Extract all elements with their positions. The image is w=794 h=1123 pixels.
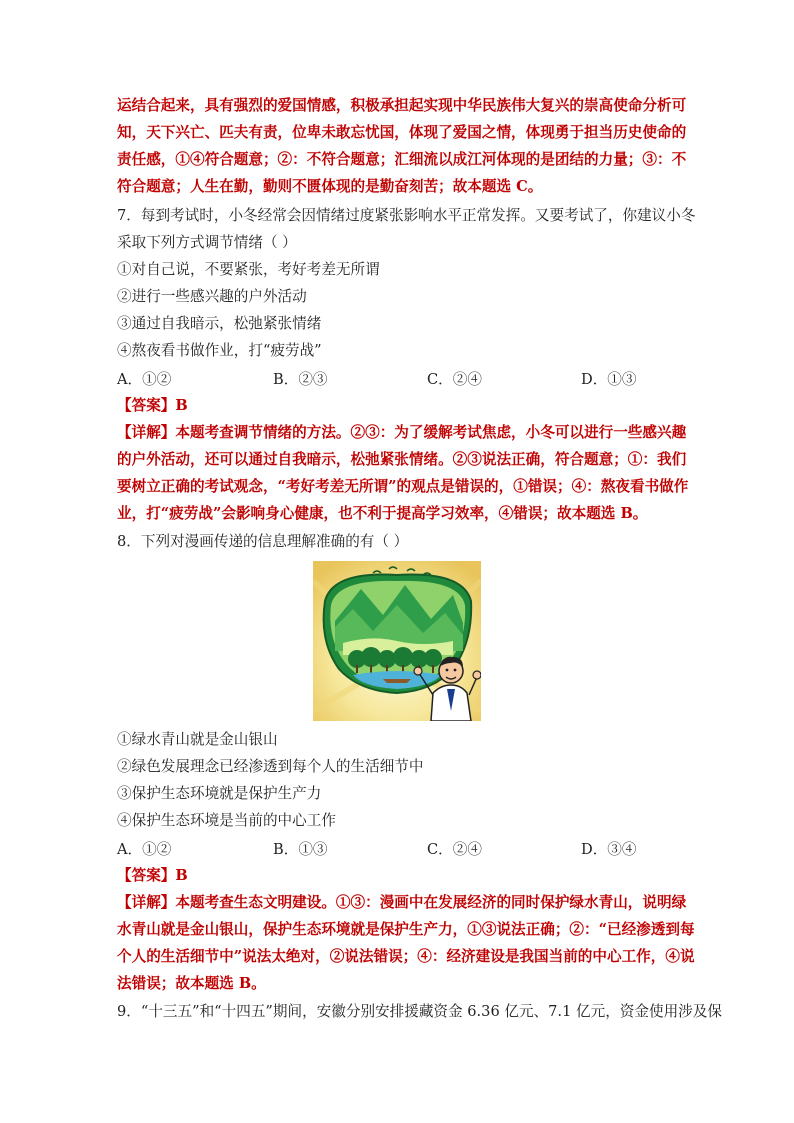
question-7-explanation: 业，打“疲劳战”会影响身心健康，也不利于提高学习效率，④错误；故本题选 B。	[117, 505, 648, 522]
prev-explanation-line: 符合题意；人生在勤，勤则不匮体现的是勤奋刻苦；故本题选 C。	[117, 178, 543, 195]
prev-explanation-line: 知，天下兴亡、匹夫有责，位卑未敢忘忧国，体现了爱国之情，体现勇于担当历史使命的	[117, 124, 687, 141]
prev-explanation-line: 责任感，①④符合题意；②：不符合题意；汇细流以成江河体现的是团结的力量；③：不	[117, 151, 687, 168]
question-9-stem: 9．“十三五”和“十四五”期间，安徽分别安排援藏资金 6.36 亿元、7.1 亿元，资金使用涉及保	[117, 1003, 722, 1020]
question-7-option: ④熬夜看书做作业，打“疲劳战”	[117, 342, 322, 359]
choice-c: C．②④	[427, 371, 482, 388]
choice-c: C．②④	[427, 841, 482, 858]
question-8-option: ②绿色发展理念已经渗透到每个人的生活细节中	[117, 758, 424, 775]
choice-b: B．②③	[273, 371, 328, 388]
question-8-answer: 【答案】B	[117, 867, 188, 884]
choice-a: A．①②	[117, 841, 172, 858]
cartoon-green-mountains-icon	[313, 561, 481, 721]
question-7-option: ①对自己说，不要紧张，考好考差无所谓	[117, 261, 380, 278]
choice-d: D．①③	[581, 371, 637, 388]
question-8-option: ①绿水青山就是金山银山	[117, 731, 278, 748]
question-8-option: ③保护生态环境就是保护生产力	[117, 785, 322, 802]
question-7-explanation: 要树立正确的考试观念，“考好考差无所谓”的观点是错误的，①错误；④：熬夜看书做作	[117, 478, 689, 495]
question-7-answer: 【答案】B	[117, 397, 188, 414]
question-8-choices	[117, 838, 677, 858]
question-7-explanation: 的户外活动，还可以通过自我暗示，松弛紧张情绪。②③说法正确，符合题意；①：我们	[117, 451, 687, 468]
choice-b: B．①③	[273, 841, 328, 858]
question-7-stem: 7．每到考试时，小冬经常会因情绪过度紧张影响水平正常发挥。又要考试了，你建议小冬	[117, 207, 696, 224]
question-7-stem: 采取下列方式调节情绪（ ）	[117, 234, 297, 251]
question-7-option: ③通过自我暗示，松弛紧张情绪	[117, 315, 322, 332]
question-7-choices	[117, 368, 677, 388]
choice-a: A．①②	[117, 371, 172, 388]
question-8-stem: 8．下列对漫画传递的信息理解准确的有（ ）	[117, 533, 409, 550]
question-7-option: ②进行一些感兴趣的户外活动	[117, 288, 307, 305]
prev-explanation-line: 运结合起来，具有强烈的爱国情感，积极承担起实现中华民族伟大复兴的崇高使命分析可	[117, 97, 687, 114]
question-8-explanation: 个人的生活细节中”说法太绝对，②说法错误；④：经济建设是我国当前的中心工作，④说	[117, 948, 695, 965]
choice-d: D．③④	[581, 841, 637, 858]
question-7-explanation: 【详解】本题考查调节情绪的方法。②③：为了缓解考试焦虑，小冬可以进行一些感兴趣	[117, 424, 687, 441]
question-8-explanation: 【详解】本题考查生态文明建设。①③：漫画中在发展经济的同时保护绿水青山，说明绿	[117, 894, 687, 911]
question-8-explanation: 法错误；故本题选 B。	[117, 975, 266, 992]
question-8-explanation: 水青山就是金山银山，保护生态环境就是保护生产力，①③说法正确；②：“已经渗透到每	[117, 921, 695, 938]
question-8-option: ④保护生态环境是当前的中心工作	[117, 812, 336, 829]
